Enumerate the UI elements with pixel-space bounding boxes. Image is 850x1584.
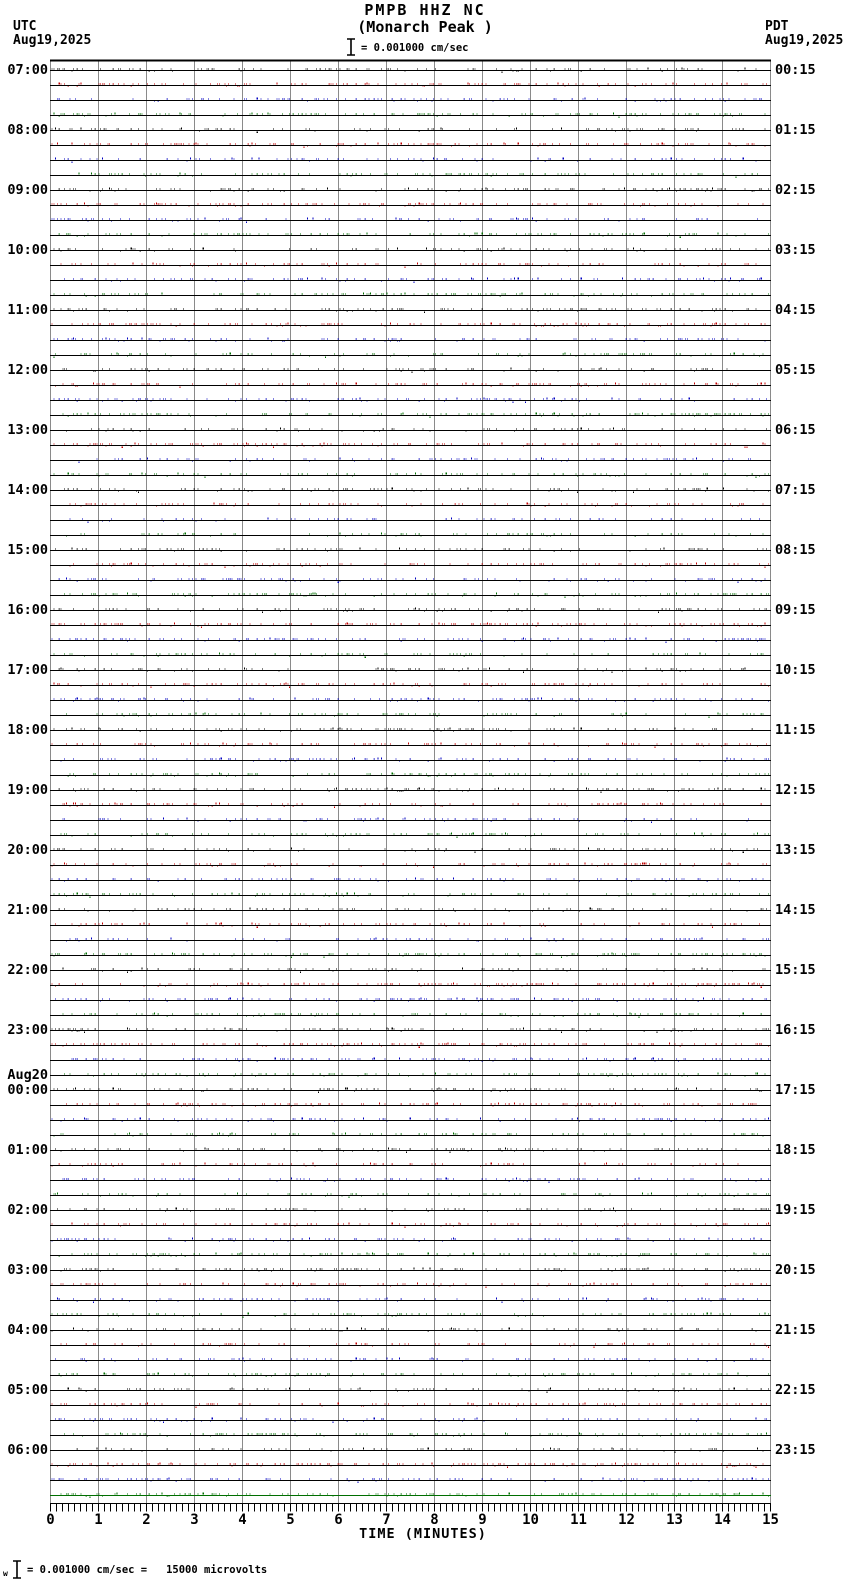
pdt-date: Aug19,2025	[765, 33, 844, 48]
pdt-hour-label: 22:15	[775, 1381, 816, 1398]
utc-hour-label: 21:00	[7, 901, 48, 918]
x-axis-tick-label: 0	[46, 1512, 55, 1528]
x-axis-tick-label: 11	[570, 1512, 587, 1528]
pdt-hour-label: 18:15	[775, 1141, 816, 1158]
pdt-hour-label: 10:15	[775, 661, 816, 678]
utc-day-label: Aug20	[7, 1066, 48, 1083]
utc-hour-label: 15:00	[7, 541, 48, 558]
utc-hour-label: 23:00	[7, 1021, 48, 1038]
utc-hour-label: 00:00	[7, 1081, 48, 1098]
pdt-hour-label: 14:15	[775, 901, 816, 918]
x-axis-tick-label: 5	[286, 1512, 295, 1528]
pdt-hour-label: 11:15	[775, 721, 816, 738]
x-axis-tick-label: 3	[190, 1512, 199, 1528]
pdt-label: PDT	[765, 19, 789, 34]
x-axis-tick-label: 15	[762, 1512, 779, 1528]
utc-hour-label: 22:00	[7, 961, 48, 978]
utc-hour-label: 17:00	[7, 661, 48, 678]
footer-scale-bar-icon	[12, 1560, 22, 1579]
utc-hour-label: 13:00	[7, 421, 48, 438]
page-subtitle: (Monarch Peak )	[357, 18, 493, 36]
x-axis-title: TIME (MINUTES)	[359, 1526, 487, 1542]
utc-hour-label: 14:00	[7, 481, 48, 498]
pdt-hour-label: 04:15	[775, 301, 816, 318]
pdt-hour-label: 05:15	[775, 361, 816, 378]
utc-hour-label: 01:00	[7, 1141, 48, 1158]
x-axis-tick-label: 4	[238, 1512, 247, 1528]
x-axis-tick-label: 14	[714, 1512, 731, 1528]
utc-hour-label: 09:00	[7, 181, 48, 198]
pdt-hour-label: 19:15	[775, 1201, 816, 1218]
utc-hour-label: 18:00	[7, 721, 48, 738]
utc-hour-label: 07:00	[7, 61, 48, 78]
utc-label: UTC	[13, 19, 37, 34]
footer-scale-text: = 0.001000 cm/sec = 15000 microvolts	[27, 1564, 268, 1576]
pdt-hour-label: 12:15	[775, 781, 816, 798]
utc-hour-label: 08:00	[7, 121, 48, 138]
utc-hour-label: 10:00	[7, 241, 48, 258]
pdt-hour-label: 15:15	[775, 961, 816, 978]
x-axis-tick-label: 8	[430, 1512, 439, 1528]
x-axis-tick-label: 10	[522, 1512, 539, 1528]
utc-hour-label: 16:00	[7, 601, 48, 618]
pdt-hour-label: 16:15	[775, 1021, 816, 1038]
footer-glyph: w	[3, 1569, 8, 1578]
x-axis-tick-label: 7	[382, 1512, 391, 1528]
utc-hour-label: 11:00	[7, 301, 48, 318]
pdt-hour-label: 09:15	[775, 601, 816, 618]
scale-label: = 0.001000 cm/sec	[361, 42, 469, 54]
pdt-hour-label: 23:15	[775, 1441, 816, 1458]
pdt-hour-label: 02:15	[775, 181, 816, 198]
utc-hour-label: 20:00	[7, 841, 48, 858]
x-axis-tick-label: 2	[142, 1512, 151, 1528]
utc-hour-label: 06:00	[7, 1441, 48, 1458]
pdt-hour-label: 17:15	[775, 1081, 816, 1098]
page-title: PMPB HHZ NC	[364, 1, 486, 19]
utc-hour-label: 03:00	[7, 1261, 48, 1278]
utc-date: Aug19,2025	[13, 33, 92, 48]
pdt-hour-label: 03:15	[775, 241, 816, 258]
pdt-hour-label: 13:15	[775, 841, 816, 858]
pdt-hour-label: 06:15	[775, 421, 816, 438]
utc-hour-label: 05:00	[7, 1381, 48, 1398]
pdt-hour-label: 01:15	[775, 121, 816, 138]
pdt-hour-label: 07:15	[775, 481, 816, 498]
x-axis-tick-label: 6	[334, 1512, 343, 1528]
utc-hour-label: 02:00	[7, 1201, 48, 1218]
utc-hour-label: 19:00	[7, 781, 48, 798]
x-axis-tick-label: 9	[478, 1512, 487, 1528]
x-axis-tick-label: 12	[618, 1512, 635, 1528]
utc-hour-label: 12:00	[7, 361, 48, 378]
pdt-hour-label: 21:15	[775, 1321, 816, 1338]
x-axis-tick-label: 13	[666, 1512, 683, 1528]
pdt-hour-label: 08:15	[775, 541, 816, 558]
scale-bar-icon	[346, 38, 356, 56]
x-axis-tick-label: 1	[94, 1512, 103, 1528]
pdt-hour-label: 00:15	[775, 61, 816, 78]
pdt-hour-label: 20:15	[775, 1261, 816, 1278]
utc-hour-label: 04:00	[7, 1321, 48, 1338]
